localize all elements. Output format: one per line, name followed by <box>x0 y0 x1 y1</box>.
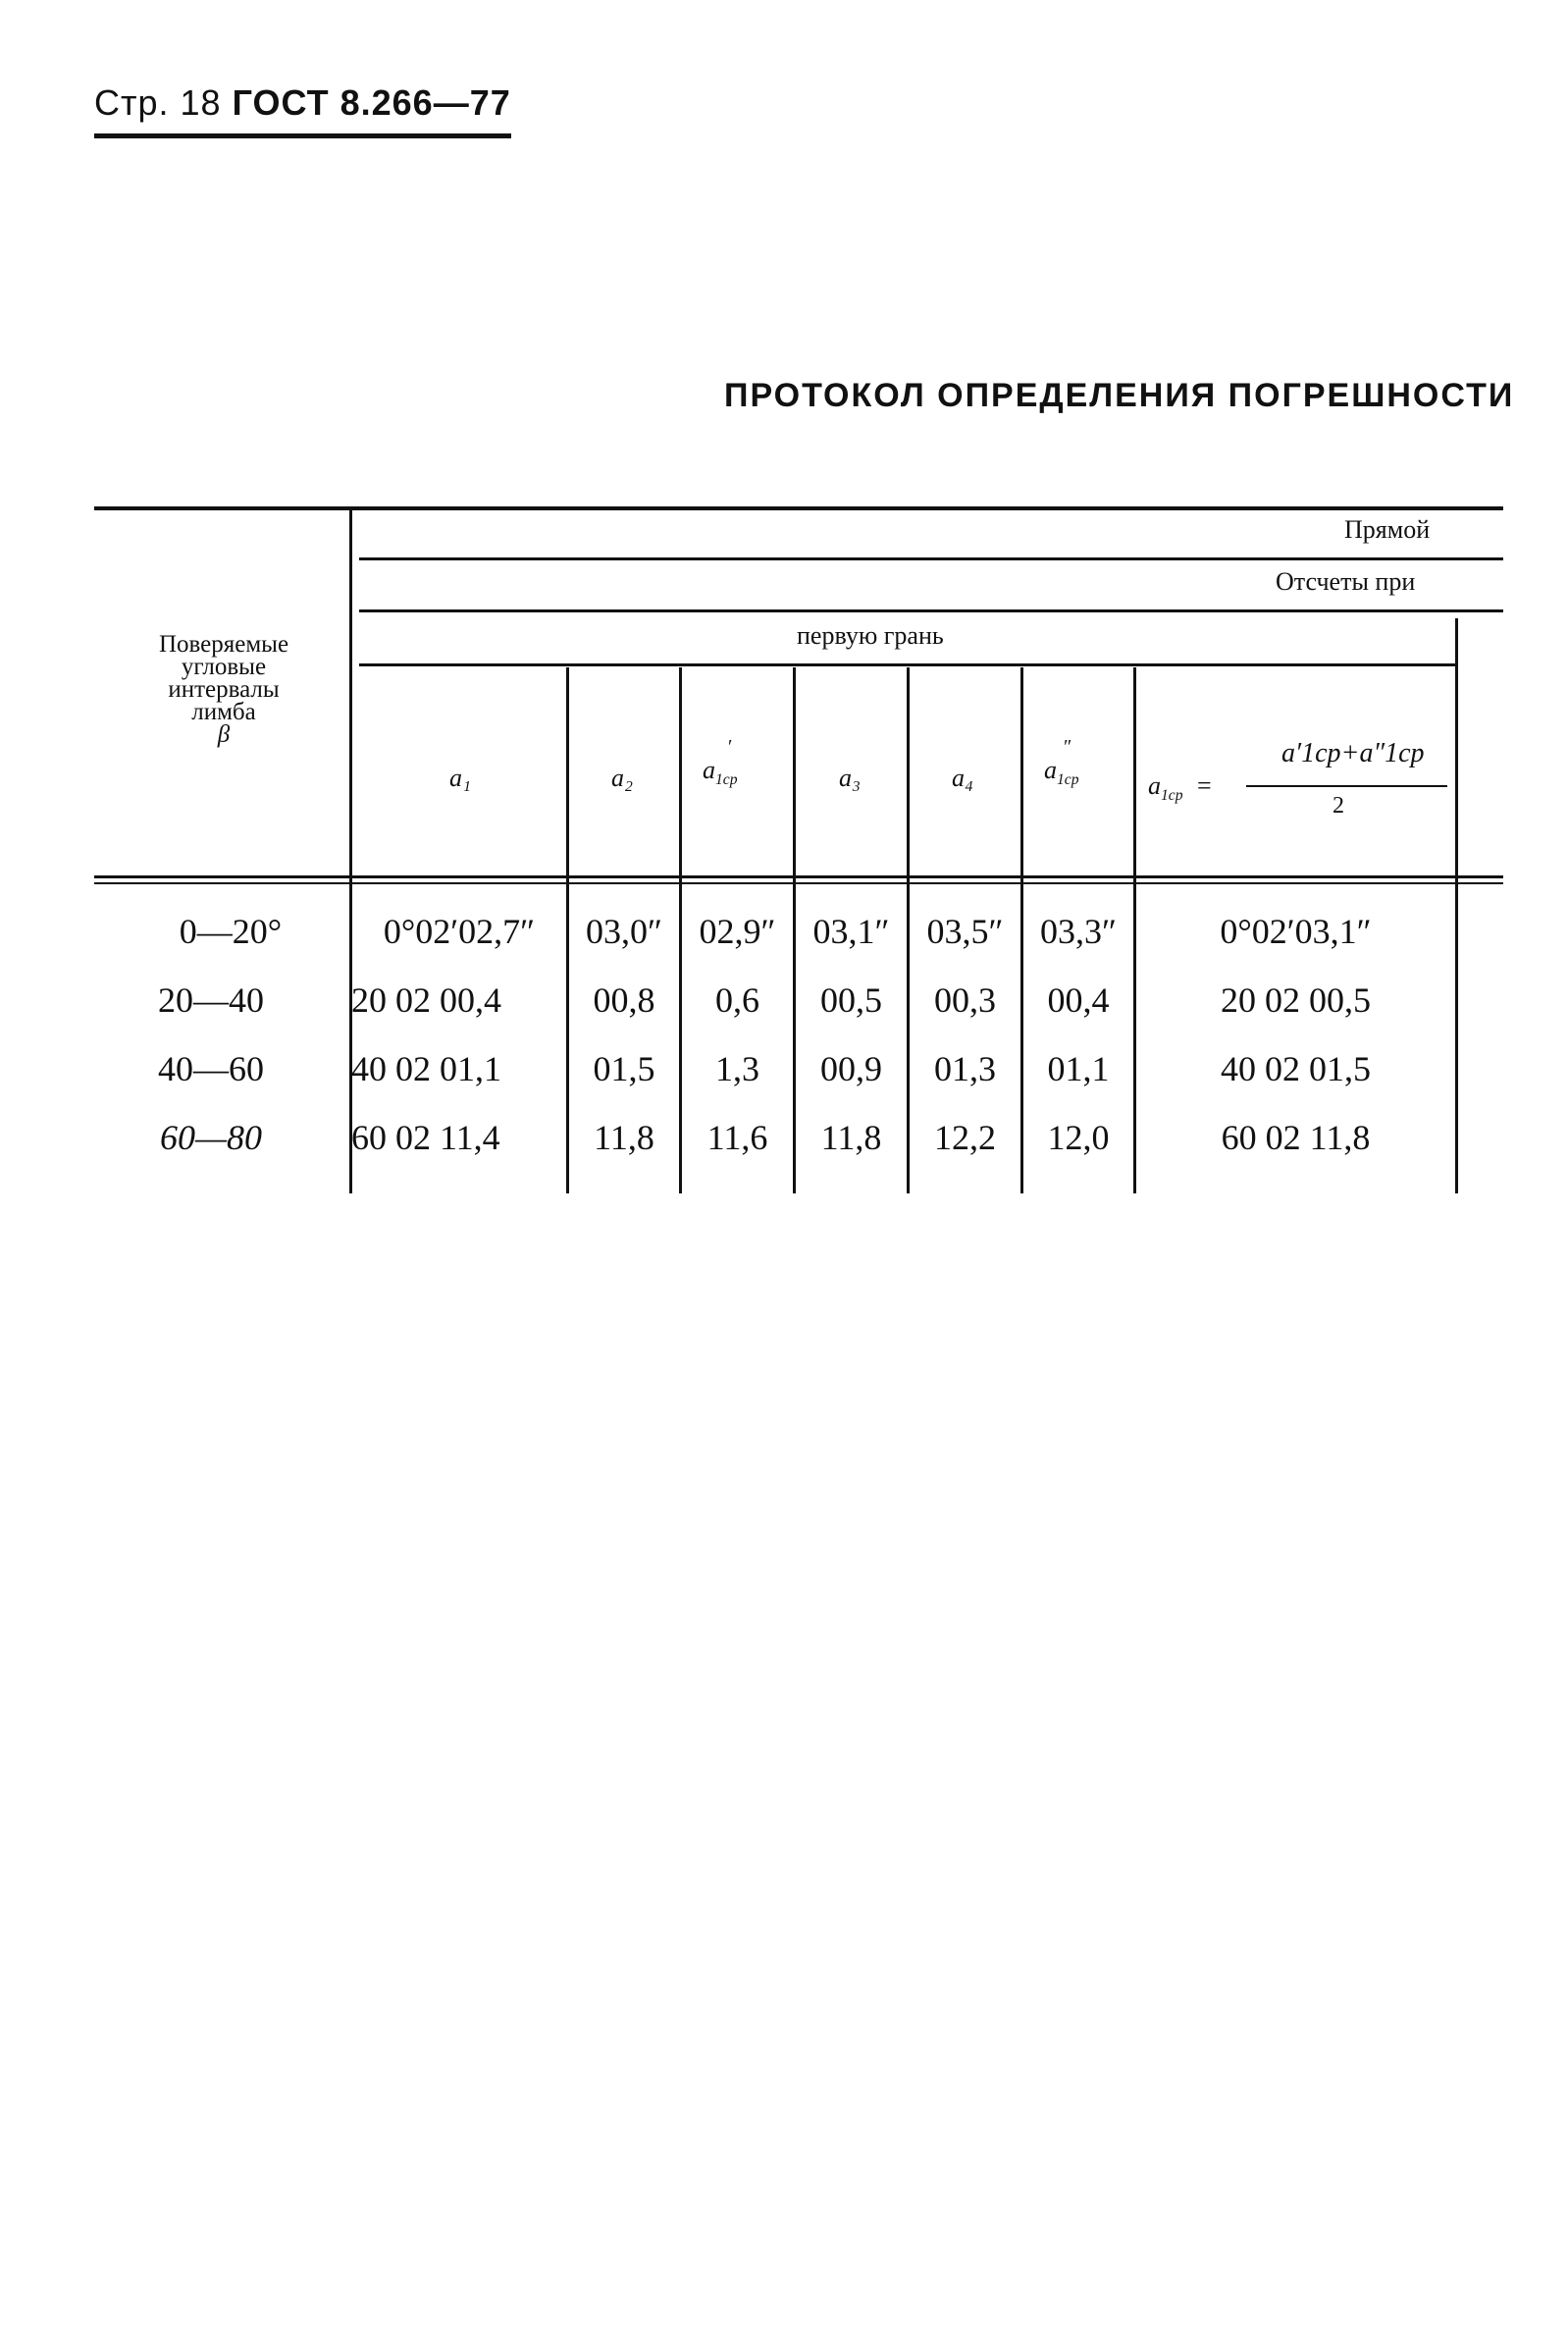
col-a3: a₃ <box>839 764 862 792</box>
standard-number: ГОСТ 8.266—77 <box>232 82 511 123</box>
row-1-interval: 0—20° <box>179 912 283 951</box>
mean-denominator: 2 <box>1333 793 1344 819</box>
row-3-a3: 00,9 <box>820 1049 882 1088</box>
row-3-a4: 01,3 <box>934 1049 996 1088</box>
row-1-a1: 0°02′02,7″ <box>383 912 536 951</box>
row-1-a1cp1: 02,9″ <box>699 912 776 951</box>
group-header-direct: Прямой <box>1344 515 1431 544</box>
stub-line-3: интервалы <box>168 676 280 703</box>
row-1-a2: 03,0″ <box>586 912 662 951</box>
header-rule-2 <box>359 609 1503 612</box>
stub-line-5: β <box>217 721 231 748</box>
col-a1cp-prime-base: a <box>703 756 715 784</box>
col-a1cp-prime-sub: 1ср <box>715 771 738 789</box>
group-header-readings: Отсчеты при <box>1276 567 1416 596</box>
row-4-a1cp2: 12,0 <box>1047 1118 1110 1157</box>
page-number: Стр. 18 <box>94 82 222 123</box>
table-top-rule <box>94 506 1503 510</box>
stub-line-1: Поверяемые <box>158 631 289 658</box>
col-a1cp-dprime-base: a <box>1044 756 1057 784</box>
header-rule <box>94 133 511 138</box>
row-2-a1: 20 02 00,4 <box>351 980 501 1020</box>
stub-header <box>126 633 322 746</box>
col-a1: a₁ <box>449 764 472 792</box>
page-header <box>94 82 511 124</box>
document-title: ПРОТОКОЛ ОПРЕДЕЛЕНИЯ ПОГРЕШНОСТИ <box>724 377 1515 414</box>
row-1-a4: 03,5″ <box>926 912 1004 951</box>
stub-line-2: угловые <box>181 654 267 680</box>
row-2-a1cp1: 0,6 <box>715 980 759 1020</box>
group-header-first-face: первую грань <box>797 621 944 650</box>
row-4-a2: 11,8 <box>594 1118 654 1157</box>
row-4-mean: 60 02 11,8 <box>1221 1118 1371 1157</box>
col-a1cp-dprime-sub: 1ср <box>1057 771 1079 789</box>
col-a1cp-dprime <box>1044 738 1103 789</box>
stub-line-4: лимба <box>191 699 256 725</box>
header-rule-3 <box>359 663 1456 666</box>
row-4-a4: 12,2 <box>934 1118 996 1157</box>
row-1-a3: 03,1″ <box>812 912 890 951</box>
double-prime-mark: ″ <box>1064 736 1072 758</box>
row-2-a3: 00,5 <box>820 980 882 1020</box>
row-2-a1cp2: 00,4 <box>1047 980 1110 1020</box>
col-a4: a₄ <box>952 764 974 792</box>
header-bottom-rule-b <box>94 882 1503 884</box>
row-2-mean: 20 02 00,5 <box>1221 980 1371 1020</box>
row-4-a3: 11,8 <box>820 1118 882 1157</box>
prime-mark: ′ <box>728 736 733 758</box>
row-2-a2: 00,8 <box>593 980 655 1020</box>
header-bottom-rule-a <box>94 875 1503 878</box>
row-1-mean: 0°02′03,1″ <box>1220 912 1372 951</box>
mean-lhs-base: a <box>1148 771 1161 800</box>
row-2-interval: 20—40 <box>158 980 264 1020</box>
row-3-mean: 40 02 01,5 <box>1221 1049 1371 1088</box>
vrule-stub <box>349 510 352 1193</box>
row-3-a1cp1: 1,3 <box>715 1049 759 1088</box>
row-3-a1cp2: 01,1 <box>1047 1049 1110 1088</box>
col-mean-lhs <box>1148 771 1212 805</box>
mean-numerator: a′1ср+a″1ср <box>1281 738 1425 768</box>
col-a1cp-prime <box>703 738 761 789</box>
row-4-a1cp1: 11,6 <box>706 1118 768 1157</box>
row-4-interval: 60—80 <box>159 1118 262 1157</box>
mean-lhs-sub: 1ср <box>1161 787 1183 805</box>
row-2-a4: 00,3 <box>934 980 996 1020</box>
vrule-7 <box>1455 618 1458 1193</box>
row-1-a1cp2: 03,3″ <box>1040 912 1117 951</box>
header-rule-1 <box>359 557 1503 560</box>
fraction-bar <box>1246 785 1447 787</box>
mean-equals: = <box>1197 771 1212 800</box>
row-3-a2: 01,5 <box>593 1049 655 1088</box>
row-3-interval: 40—60 <box>158 1049 264 1088</box>
row-3-a1: 40 02 01,1 <box>351 1049 501 1088</box>
col-a2: a₂ <box>611 764 634 792</box>
row-4-a1: 60 02 11,4 <box>351 1118 500 1157</box>
